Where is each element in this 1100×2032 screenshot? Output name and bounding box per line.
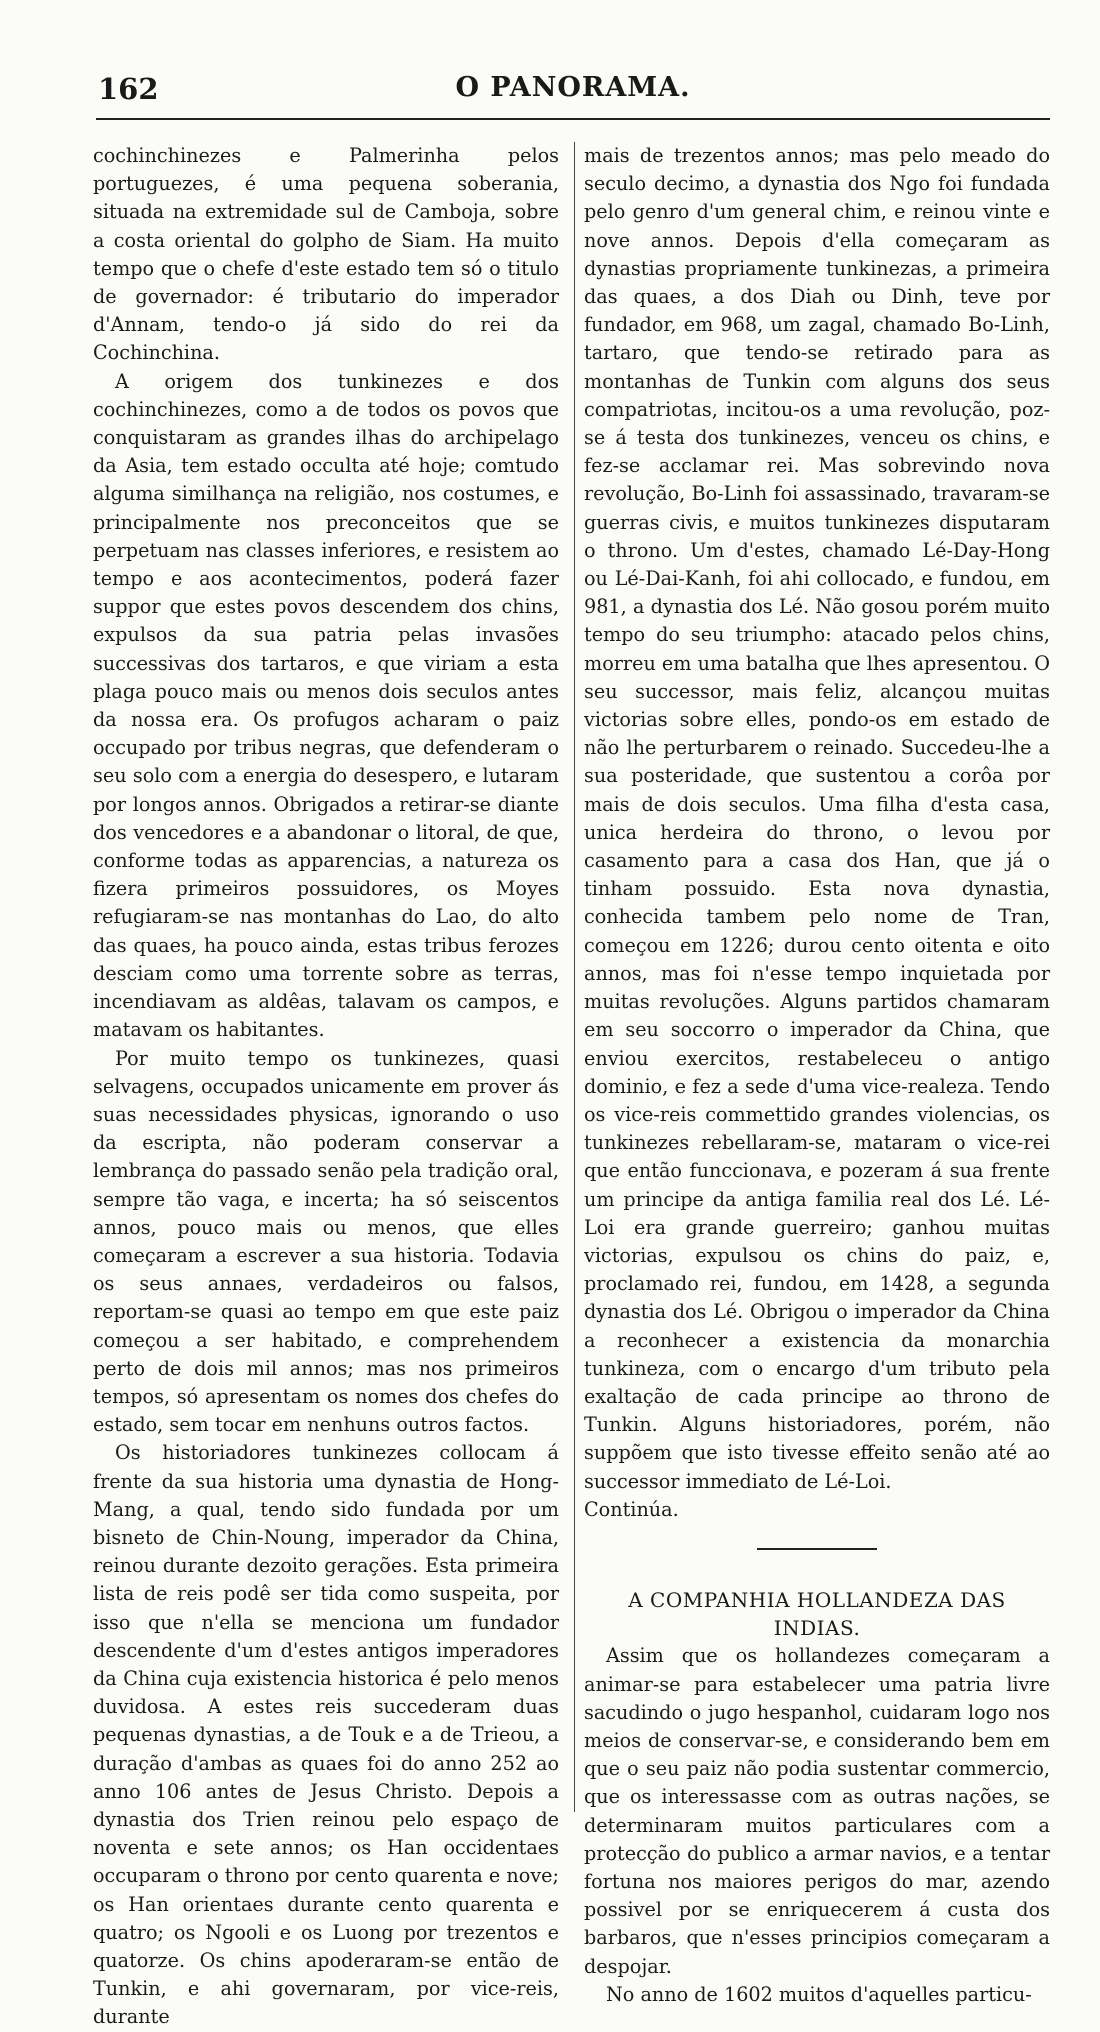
section-paragraph-1: Assim que os hollandezes começaram a animar-se para estabelecer uma patria livre sacudindo o jugo hespanhol, cuidaram logo nos meios de conservar-se, e considerando bem em que o seu paiz não podia sustentar commercio, que os interessasse com as outras nações, se determinaram muitos particulares com a protecção do publico a armar navios, e a tentar fortuna nos maiores perigos do mar, azendo possivel por se enriquecerem á custa dos barbaros, que n'esses principios começaram a despojar. [584,1644,1050,1978]
header-rule [96,118,1050,120]
right-paragraph-1: mais de trezentos annos; mas pelo meado do seculo decimo, a dynastia dos Ngo foi fundada pelo genro d'um general chim, e reinou vinte e nove annos. Depois d'ella começaram as dynastias propriamente tunkinezas, a primeira das quaes, a dos Diah ou Dinh, teve por fundador, em 968, um zagal, chamado Bo-Linh, tartaro, que tendo-se retirado para as montanhas de Tunkin com alguns dos seus compatriotas, incitou-os a uma revolução, poz-se á testa dos tunkinezes, venceu os chins, e fez-se acclamar rei. Mas sobrevindo nova revolução, Bo-Linh foi assassinado, travaram-se guerras civis, e muitos tunkinezes disputaram o throno. Um d'estes, chamado Lé-Day-Hong ou Lé-Dai-Kanh, foi ahi collocado, e fundou, em 981, a dynastia dos Lé. Não gosou porém muito tempo do seu triumpho: atacado pelos chins, morreu em uma batalha que lhes apresentou. O seu successor, mais feliz, alcançou muitas victorias sobre elles, pondo-os em estado de não lhe perturbarem o reinado. Succedeu-lhe a sua posteridade, que sustentou a corôa por mais de dois seculos. Uma filha d'esta casa, unica herdeira do throno, o levou por casamento para a casa dos Han, que já o tinham possuido. Esta nova dynastia, conhecida tambem pelo nome de Tran, começou em 1226; durou cento oitenta e oito annos, mas foi n'esse tempo inquietada por muitas revoluções. Alguns partidos chamaram em seu soccorro o imperador da China, que enviou exercitos, restabeleceu o antigo dominio, e fez a sede d'uma vice-realeza. Tendo os vice-reis commettido grandes violencias, os tunkinezes rebellaram-se, mataram o vice-rei que então funccionava, e pozeram á sua frente um principe da antiga familia real dos Lé. Lé-Loi era grande guerreiro; ganhou muitas victorias, expulsou os chins do paiz, e, proclamado rei, fundou, em 1428, a segunda dynastia dos Lé. Obrigou o imperador da China a reconhecer a existencia da monarchia tunkineza, com o encargo d'um tributo pela exaltação de cada principe ao throno de Tunkin. Alguns historiadores, porém, não suppõem que isto tivesse effeito senão até ao successor immediato de Lé-Loi. [584,144,1050,1493]
running-title: O PANORAMA. [455,72,691,103]
continua-note: Continúa. [584,1497,679,1521]
left-column [93,142,559,2032]
left-paragraph-3: Por muito tempo os tunkinezes, quasi selvagens, occupados unicamente em prover ás suas necessidades physicas, ignorando o uso da escripta, não poderam conservar a lembrança do passado senão pela tradição oral, sempre tão vaga, e incerta; ha só seiscentos annos, pouco mais ou menos, que elles começaram a escrever a sua historia. Todavia os seus annaes, verdadeiros ou falsos, reportam-se quasi ao tempo em que este paiz começou a ser habitado, e comprehendem perto de dois mil annos; mas nos primeiros tempos, só apresentam os nomes dos chefes do estado, sem tocar em nenhuns outros factos. [93,1046,559,1437]
right-column [584,142,1050,2009]
section-paragraph-2: No anno de 1602 muitos d'aquelles particu- [606,1982,1032,2006]
page-header [98,72,1048,112]
left-paragraph-4: Os historiadores tunkinezes collocam á frente da sua historia uma dynastia de Hong-Mang, a qual, tendo sido fundada por um bisneto de Chin-Noung, imperador da China, reinou durante dezoito gerações. Esta primeira lista de reis podê ser tida como suspeita, por isso que n'ella se menciona um fundador descendente d'um d'estes antigos imperadores da China cuja existencia historica é pelo menos duvidosa. A estes reis succederam duas pequenas dynastias, a de Touk e a de Trieou, a duração d'ambas as quaes foi do anno 252 ao anno 106 antes de Jesus Christo. Depois a dynastia dos Trien reinou pelo espaço de noventa e sete annos; os Han occidentaes occuparam o throno por cento quarenta e nove; os Han orientaes durante cento quarenta e quatro; os Ngooli e os Luong por trezentos e quatorze. Os chins apoderaram-se então de Tunkin, e ahi governaram, por vice-reis, durante [93,1441,559,2029]
section-separator [757,1548,877,1550]
page-number: 162 [98,72,159,106]
section-title: A COMPANHIA HOLLANDEZA DAS INDIAS. [628,1587,1006,1641]
left-paragraph-1: cochinchinezes e Palmerinha pelos portuguezes, é uma pequena soberania, situada na extremidade sul de Camboja, sobre a costa oriental do golpho de Siam. Ha muito tempo que o chefe d'este estado tem só o titulo de governador: é tributario do imperador d'Annam, tendo-o já sido do rei da Cochinchina. [93,144,559,365]
left-paragraph-2: A origem dos tunkinezes e dos cochinchinezes, como a de todos os povos que conquistaram as grandes ilhas do archipelago da Asia, tem estado occulta até hoje; comtudo alguma similhança na religião, nos costumes, e principalmente nos preconceitos que se perpetuam nas classes inferiores, e resistem ao tempo e aos acontecimentos, poderá fazer suppor que estes povos descendem dos chins, expulsos da sua patria pelas invasões successivas dos tartaros, e que viriam a esta plaga pouco mais ou menos dois seculos antes da nossa era. Os profugos acharam o paiz occupado por tribus negras, que defenderam o seu solo com a energia do desespero, e lutaram por longos annos. Obrigados a retirar-se diante dos vencedores e a abandonar o litoral, de que, conforme todas as apparencias, a natureza os fizera primeiros possuidores, os Moyes refugiaram-se nas montanhas do Lao, do alto das quaes, ha pouco ainda, estas tribus ferozes desciam como uma torrente sobre as terras, incendiavam as aldêas, talavam os campos, e matavam os habitantes. [93,369,559,1042]
column-divider [574,142,575,1812]
